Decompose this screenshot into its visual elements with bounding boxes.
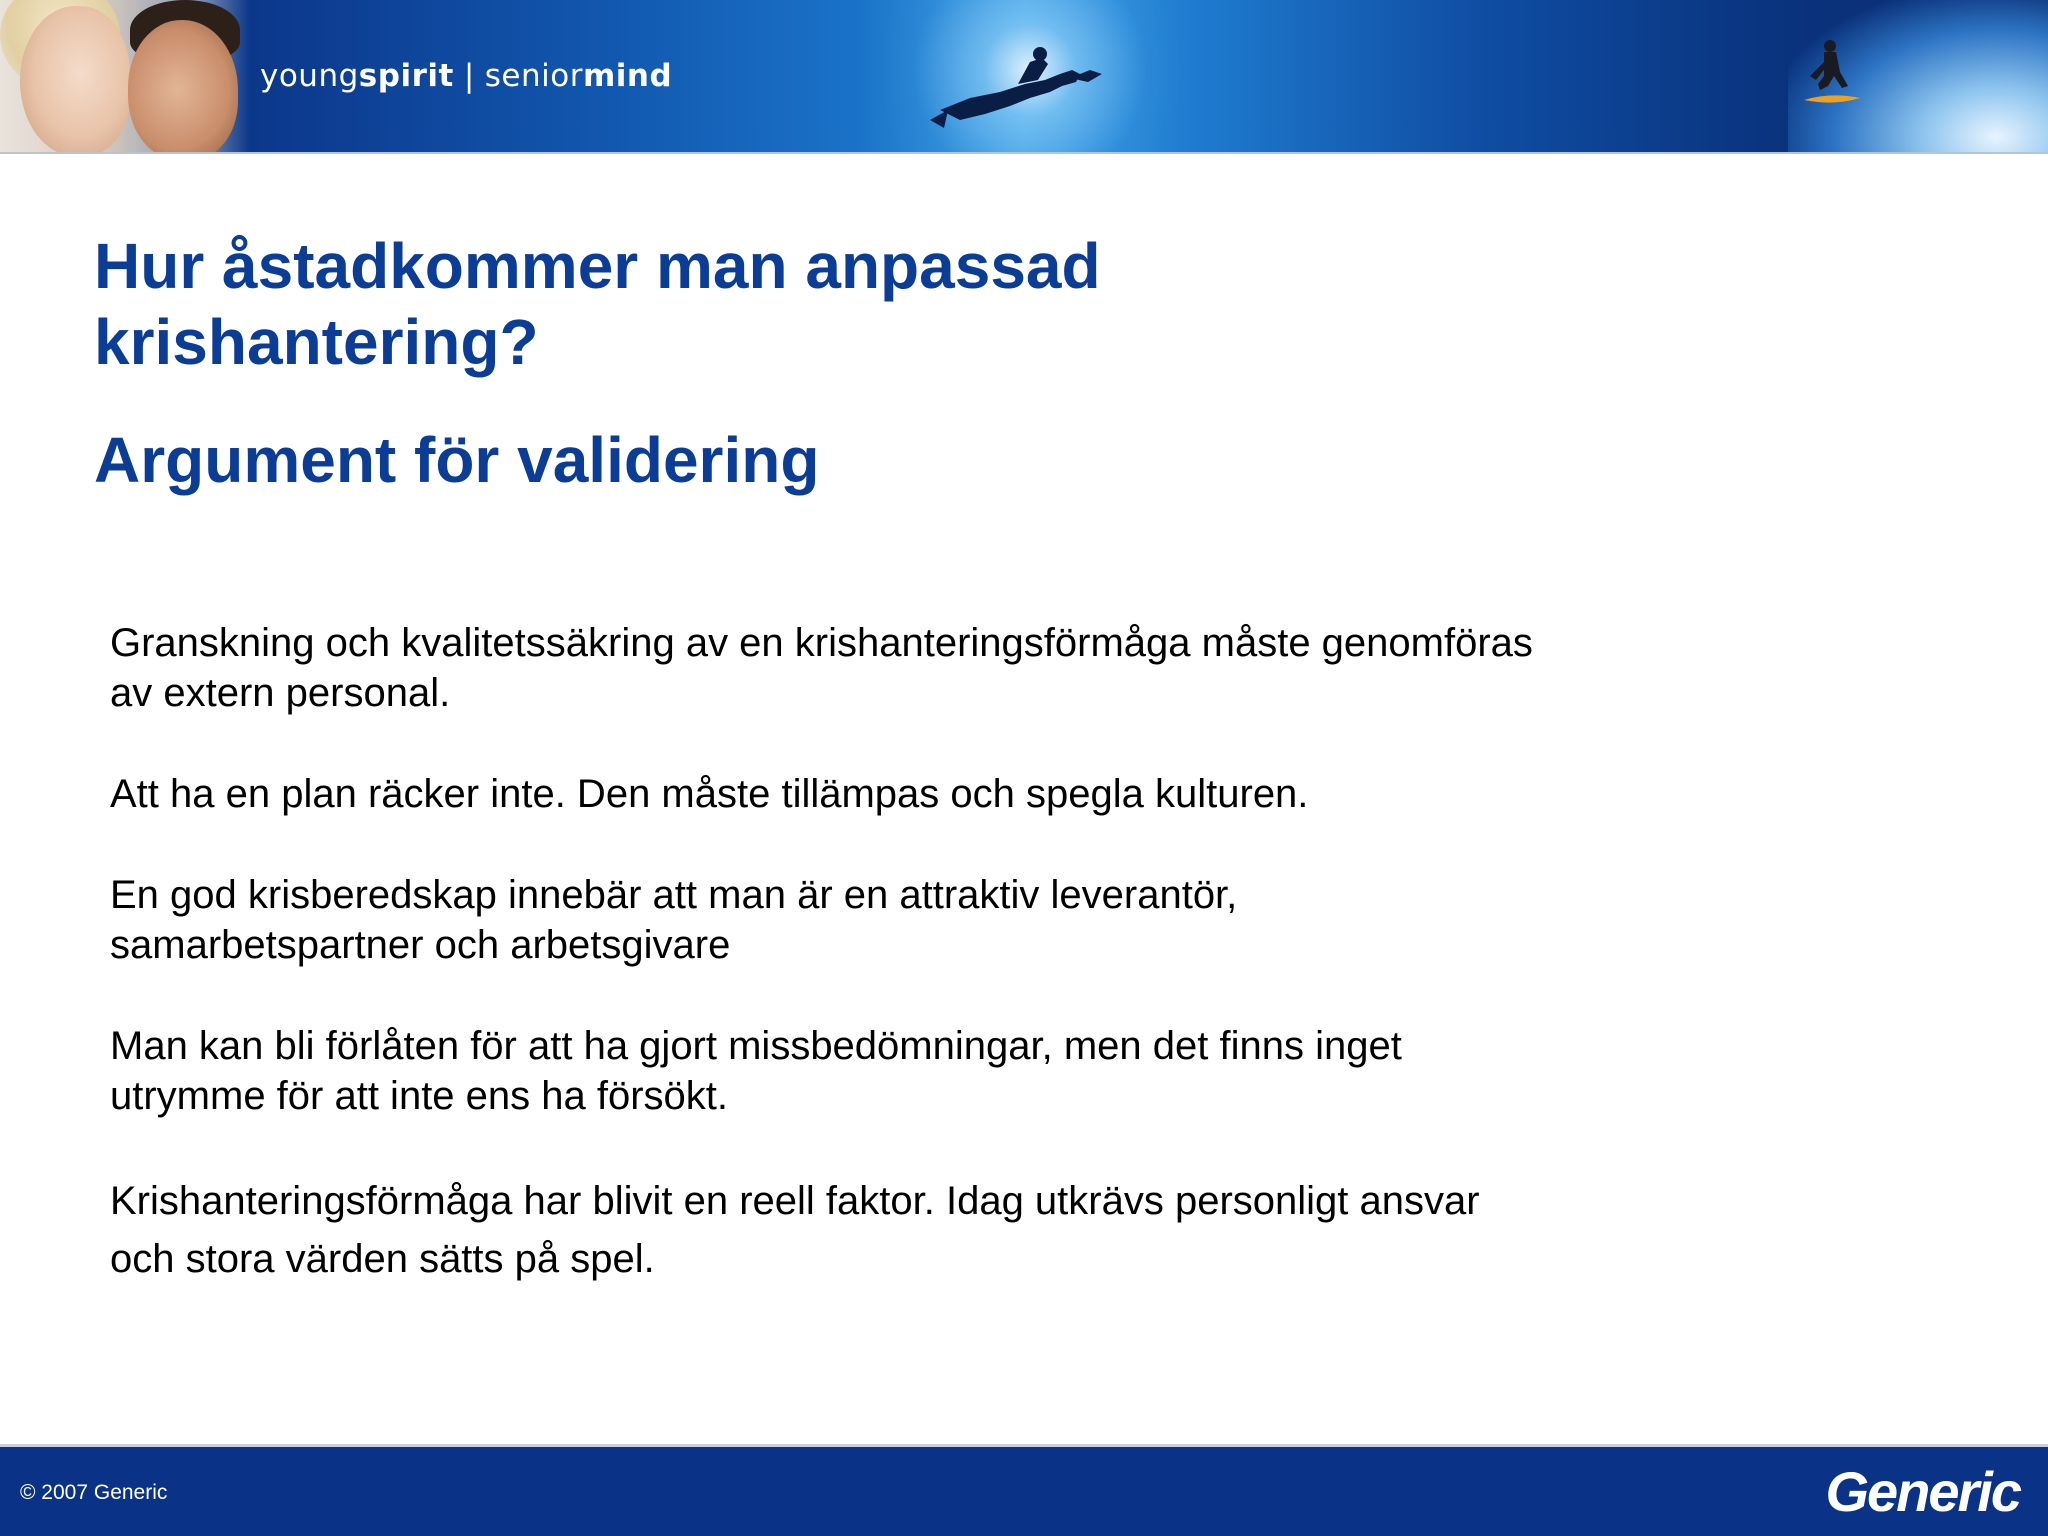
woman-face-image bbox=[20, 6, 130, 154]
tagline-spirit: spirit bbox=[358, 58, 454, 94]
header-banner bbox=[0, 0, 2048, 154]
banner-faces-image bbox=[0, 0, 250, 152]
diver-silhouette-image bbox=[930, 40, 1110, 130]
slide-subtitle: Argument för validering bbox=[94, 424, 820, 496]
tagline-senior: senior bbox=[484, 58, 583, 94]
body-paragraph: Man kan bli förlåten för att ha gjort missbedömningar, men det finns inget utrymme för att inte ens ha försökt. bbox=[110, 1024, 1402, 1118]
copyright-text: © 2007 Generic bbox=[20, 1481, 168, 1504]
brand-tagline bbox=[260, 58, 672, 94]
generic-logo: Generic bbox=[1825, 1460, 2020, 1523]
slide-body bbox=[110, 618, 1810, 1339]
man-face-image bbox=[128, 20, 238, 154]
body-paragraph: En god krisberedskap innebär att man är en attraktiv leverantör, samarbetspartner och arbetsgivare bbox=[110, 873, 1238, 967]
tagline-mind: mind bbox=[582, 58, 673, 94]
slide-title: Hur åstadkommer man anpassad krishantering? bbox=[94, 230, 1101, 378]
body-paragraph: Krishanteringsförmåga har blivit en reell faktor. Idag utkrävs personligt ansvar och stora värden sätts på spel. bbox=[110, 1179, 1480, 1281]
tagline-separator: | bbox=[463, 58, 475, 94]
body-paragraph: Att ha en plan räcker inte. Den måste tillämpas och spegla kulturen. bbox=[110, 772, 1309, 816]
tagline-young: young bbox=[260, 58, 359, 94]
surfer-silhouette-image bbox=[1796, 38, 1866, 118]
footer-bar bbox=[0, 1444, 2048, 1536]
body-paragraph: Granskning och kvalitetssäkring av en krishanteringsförmåga måste genomföras av extern personal. bbox=[110, 621, 1533, 715]
